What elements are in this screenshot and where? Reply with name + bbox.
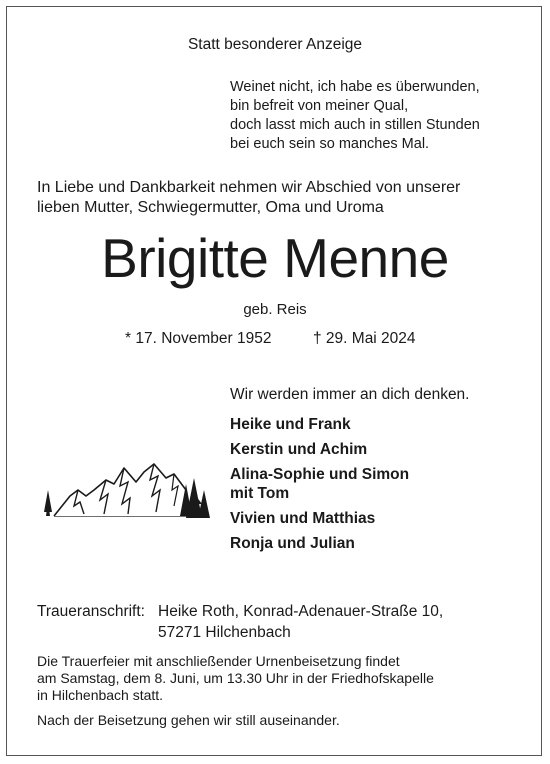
death-date: † 29. Mai 2024 [313, 330, 416, 347]
address-line: Heike Roth, Konrad-Adenauer-Straße 10, [158, 603, 444, 620]
ceremony-info [37, 653, 434, 704]
closing-note: Nach der Beisetzung gehen wir still auseinander. [37, 712, 340, 728]
mountain-landscape-icon [40, 460, 220, 530]
poem [230, 78, 480, 154]
ceremony-line: Die Trauerfeier mit anschließender Urnenbeisetzung findet [37, 653, 400, 669]
family-entry: Alina-Sophie und Simon [230, 466, 410, 483]
family-entry: Vivien und Matthias [230, 510, 376, 527]
family-entry: Ronja und Julian [230, 535, 355, 552]
family-entry: Heike und Frank [230, 416, 351, 433]
poem-line: bei euch sein so manches Mal. [230, 136, 430, 152]
family-entry: mit Tom [230, 485, 290, 502]
birth-date: * 17. November 1952 [125, 330, 272, 347]
poem-line: doch lasst mich auch in stillen Stunden [230, 117, 480, 133]
remembrance-line: Wir werden immer an dich denken. [230, 386, 470, 403]
family-entry: Kerstin und Achim [230, 441, 368, 458]
family-list [230, 415, 409, 559]
deceased-name: Brigitte Menne [101, 227, 449, 289]
notice-header: Statt besonderer Anzeige [187, 36, 363, 53]
poem-line: Weinet nicht, ich habe es überwunden, [230, 79, 480, 95]
intro-text [37, 178, 460, 218]
intro-line: lieben Mutter, Schwiegermutter, Oma und Uroma [37, 199, 384, 216]
ceremony-line: am Samstag, dem 8. Juni, um 13.30 Uhr in der Friedhofskapelle [37, 670, 434, 686]
intro-line: In Liebe und Dankbarkeit nehmen wir Abschied von unserer [37, 179, 461, 196]
address-label: Traueranschrift: [37, 603, 145, 620]
address-line: 57271 Hilchenbach [158, 624, 291, 641]
mourning-address [37, 601, 443, 643]
birth-name: geb. Reis [243, 301, 307, 318]
poem-line: bin befreit von meiner Qual, [230, 98, 409, 114]
ceremony-line: in Hilchenbach statt. [37, 687, 164, 703]
